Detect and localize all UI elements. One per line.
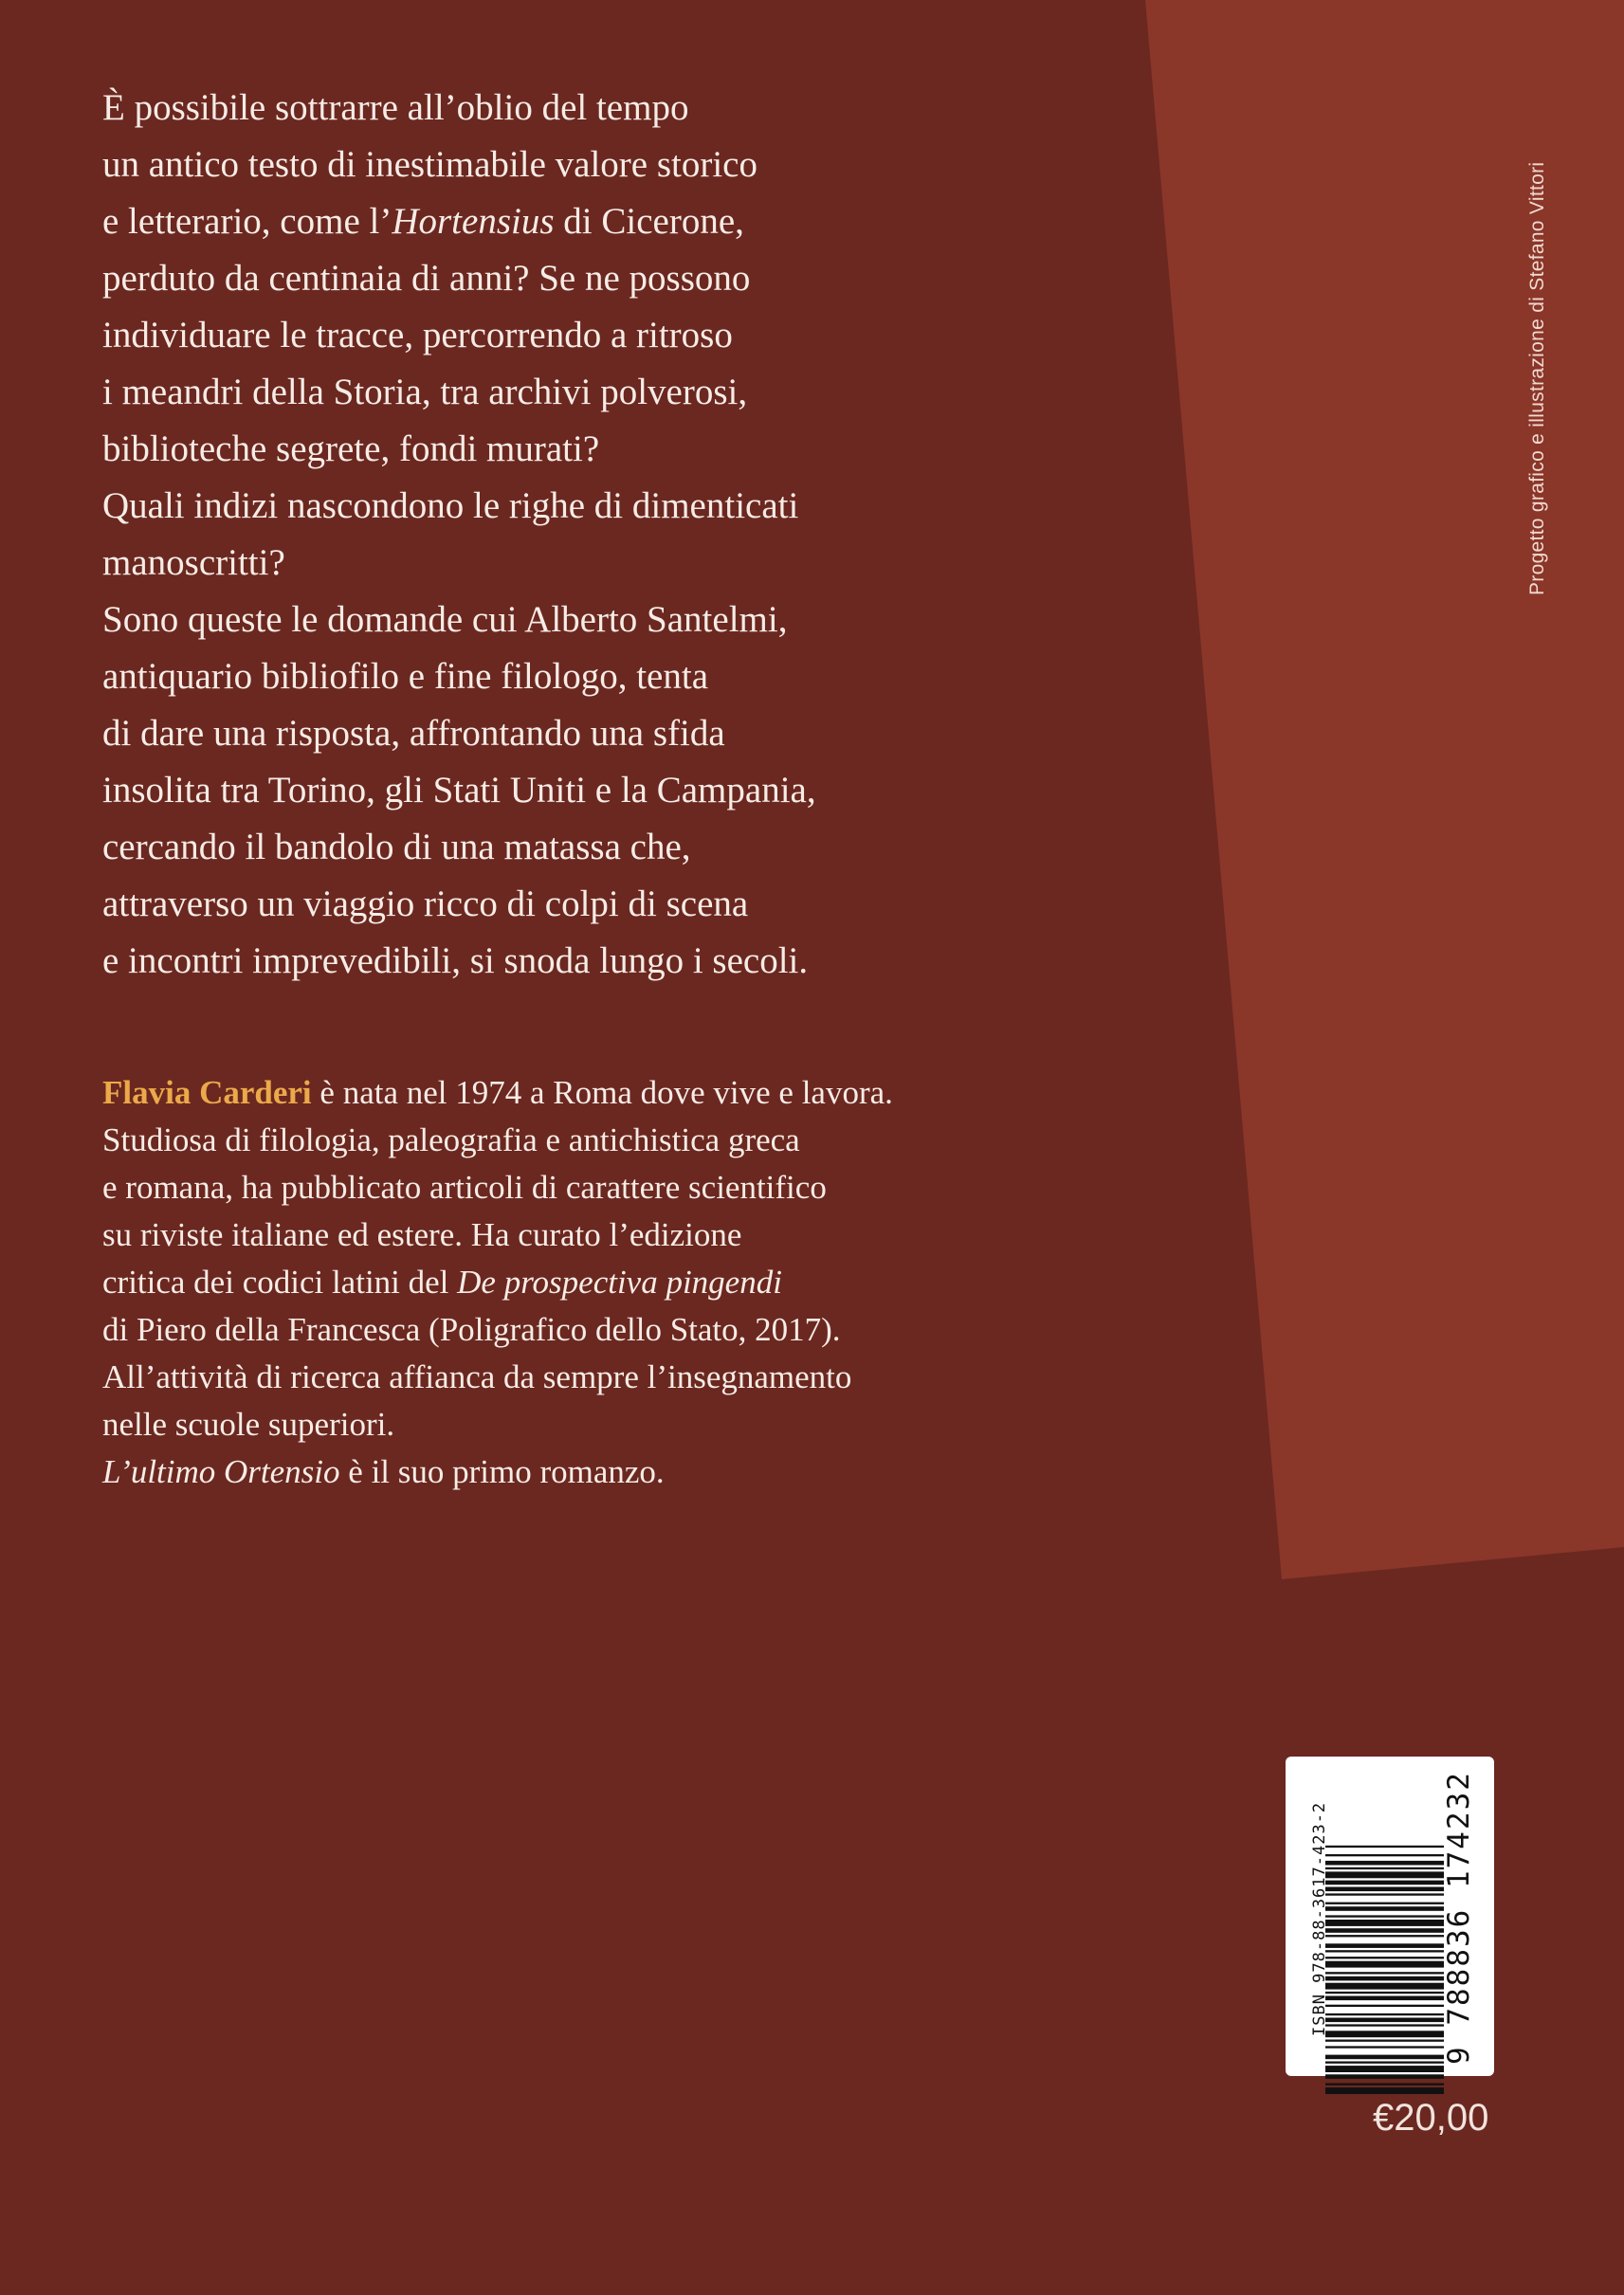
blurb-line — [102, 137, 1193, 193]
blurb-line — [102, 876, 1193, 933]
isbn-label: ISBN 978-88-3617-423-2 — [1310, 1801, 1329, 2036]
blurb-line — [102, 250, 1193, 307]
barcode-bar — [1325, 1881, 1444, 1885]
barcode-bar — [1325, 1972, 1444, 1974]
barcode-bar — [1325, 1867, 1444, 1869]
barcode-bar — [1325, 2062, 1444, 2064]
blurb-line — [102, 421, 1193, 478]
blurb-text: È possibile sottrarre all’oblio del tempo — [102, 87, 689, 128]
bio-line: e romana, ha pubblicato articoli di carattere scientifico — [102, 1169, 827, 1206]
blurb-line — [102, 819, 1193, 876]
blurb-line — [102, 193, 1193, 250]
barcode-bar — [1325, 2031, 1444, 2037]
diagonal-panel — [1145, 0, 1624, 1579]
blurb-text: di Cicerone, — [554, 201, 744, 242]
blurb-line — [102, 592, 1193, 648]
barcode-bar — [1325, 1915, 1444, 1917]
bio-line: All’attività di ricerca affianca da sempre l’insegnamento — [102, 1358, 852, 1395]
blurb-line — [102, 80, 1193, 137]
blurb-line — [102, 307, 1193, 364]
blurb-line — [102, 762, 1193, 819]
barcode-bar — [1325, 2066, 1444, 2072]
barcode-bar — [1325, 2024, 1444, 2026]
barcode-bar — [1325, 1983, 1444, 1990]
barcode-bar — [1325, 1861, 1444, 1866]
barcode-bar — [1325, 2084, 1444, 2086]
barcode-bar — [1325, 2046, 1444, 2048]
barcode-bar — [1325, 1928, 1444, 1933]
barcode-bar — [1325, 2018, 1444, 2023]
italic-title: Hortensius — [392, 201, 555, 242]
barcode-bar — [1325, 1854, 1444, 1856]
blurb-text: manoscritti? — [102, 542, 285, 583]
design-credit: Progetto grafico e illustrazione di Stefano Vittori — [1526, 161, 1548, 595]
blurb-text: i meandri della Storia, tra archivi polverosi, — [102, 372, 748, 412]
barcode-bar — [1325, 1992, 1444, 1994]
barcode-bar — [1325, 1920, 1444, 1926]
barcode-bar — [1325, 2005, 1444, 2007]
blurb-text: perduto da centinaia di anni? Se ne possono — [102, 258, 751, 299]
ean-digits: 9 788836 174232 — [1442, 1771, 1476, 2065]
blurb-text: antiquario bibliofilo e fine filologo, tenta — [102, 656, 709, 697]
blurb-line — [102, 364, 1193, 421]
blurb-text: cercando il bandolo di una matassa che, — [102, 827, 691, 867]
barcode-bar — [1325, 1957, 1444, 1958]
author-name: Flavia Carderi — [102, 1074, 312, 1111]
barcode-bar — [1325, 1950, 1444, 1952]
author-bio — [102, 1069, 1164, 1496]
barcode-bar — [1325, 2087, 1444, 2094]
blurb-text: di dare una risposta, affrontando una sfida — [102, 713, 725, 754]
barcode-bar — [1325, 1976, 1444, 1981]
barcode-bar — [1325, 1935, 1444, 1937]
blurb-text: attraverso un viaggio ricco di colpi di scena — [102, 883, 749, 924]
bio-line: su riviste italiane ed estere. Ha curato l’edizione — [102, 1216, 742, 1253]
blurb-line — [102, 478, 1193, 535]
bio-line: nelle scuole superiori. — [102, 1406, 395, 1443]
price: €20,00 — [1373, 2097, 1489, 2139]
blurb-text: insolita tra Torino, gli Stati Uniti e la Campania, — [102, 770, 816, 811]
barcode-bar — [1325, 1996, 1444, 2001]
novel-title: L’ultimo Ortensio — [102, 1453, 340, 1490]
blurb-text: un antico testo di inestimabile valore storico — [102, 144, 757, 185]
blurb-line — [102, 933, 1193, 990]
bio-line: L’ultimo Ortensio è il suo primo romanzo. — [102, 1453, 665, 1490]
blurb-text: e incontri imprevedibili, si snoda lungo i secoli. — [102, 940, 809, 981]
back-cover-blurb — [102, 80, 1193, 990]
barcode-bar — [1325, 1906, 1444, 1911]
barcode-bar — [1325, 2013, 1444, 2015]
blurb-text: Sono queste le domande cui Alberto Santelmi, — [102, 599, 788, 640]
barcode-bar — [1325, 1961, 1444, 1968]
blurb-text: Quali indizi nascondono le righe di dimenticati — [102, 485, 799, 526]
barcode-bar — [1325, 1943, 1444, 1948]
barcode-bar — [1325, 1893, 1444, 1895]
barcode-bar — [1325, 1846, 1444, 1848]
bio-line: Flavia Carderi è nata nel 1974 a Roma dove vive e lavora. — [102, 1074, 893, 1111]
barcode-bar — [1325, 1887, 1444, 1892]
barcode-bar — [1325, 2055, 1444, 2060]
bio-line: di Piero della Francesca (Poligrafico dello Stato, 2017). — [102, 1311, 841, 1348]
blurb-line — [102, 705, 1193, 762]
blurb-text: e letterario, come l’ — [102, 201, 392, 242]
blurb-text: individuare le tracce, percorrendo a ritroso — [102, 315, 733, 355]
bio-line: critica dei codici latini del De prospectiva pingendi — [102, 1264, 782, 1301]
barcode-bar — [1325, 1903, 1444, 1904]
blurb-line — [102, 535, 1193, 592]
bio-line: Studiosa di filologia, paleografia e antichistica greca — [102, 1121, 800, 1158]
work-title: De prospectiva pingendi — [457, 1264, 782, 1301]
barcode-bar — [1325, 2040, 1444, 2042]
barcode-bar — [1325, 1871, 1444, 1878]
blurb-text: biblioteche segrete, fondi murati? — [102, 428, 600, 469]
blurb-line — [102, 648, 1193, 705]
barcode-bar — [1325, 2074, 1444, 2079]
